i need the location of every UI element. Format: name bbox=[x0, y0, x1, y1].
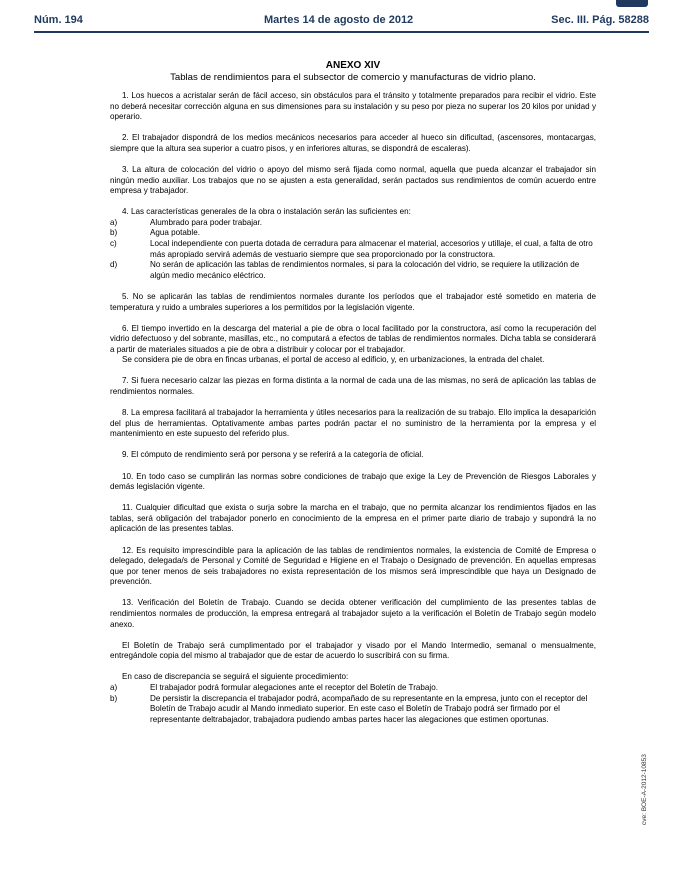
paragraph-12: 12. Es requisito imprescindible para la aplicación de las tablas de rendimientos normales, la existencia de Comité de Empresa o delegado, delegada/s de Personal y Comité de Seguridad e Higiene en el Trabajo o Designado de prevención. En aquellas empresas que por tener menos de seis trabajadores no exista representación de los mismos será imprescindible que haya un Designado de prevención. bbox=[110, 545, 596, 587]
document-verification-code: cve: BOE-A-2012-10853 bbox=[641, 754, 648, 825]
paragraph-9: 9. El cómputo de rendimiento será por persona y se referirá a la categoría de oficial. bbox=[122, 450, 424, 460]
issue-date: Martes 14 de agosto de 2012 bbox=[264, 14, 414, 26]
paragraph-15-intro: En caso de discrepancia se seguirá el siguiente procedimiento: bbox=[122, 672, 349, 682]
list-item bbox=[110, 218, 596, 229]
page-header bbox=[34, 12, 649, 28]
paragraph-2: 2. El trabajador dispondrá de los medios mecánicos necesarios para acceder al hueco sin dificultad, (ascensores, montacargas, siempre que la altura sea superior a cuatro pisos, y en inferiores alturas, se dispondrá de escaleras). bbox=[110, 133, 596, 153]
paragraph-4-intro: 4. Las características generales de la obra o instalación serán las suficientes en: bbox=[122, 207, 411, 217]
paragraph-1: 1. Los huecos a acristalar serán de fácil acceso, sin obstáculos para el tránsito y totalmente preparados para recibir el vidrio. Este no deberá necesitar corrección alguna en sus dimensiones para su instalación y su peso por pieza no superar los 20 kilos por unidad y operario. bbox=[110, 91, 596, 122]
list-item-text: El trabajador podrá formular alegaciones ante el receptor del Boletín de Trabajo. bbox=[150, 682, 438, 692]
annex-subtitle: Tablas de rendimientos para el subsector de comercio y manufacturas de vidrio plano. bbox=[170, 72, 536, 83]
paragraph-13: 13. Verificación del Boletín de Trabajo. Cuando se decida obtener verificación del cumplimiento de las presentes tablas de rendimientos normales de producción, la empresa entregará al trabajador sujeto a la verificación el Boletín de Trabajo según modelo anexo. bbox=[110, 598, 596, 629]
list-item-letter: b) bbox=[110, 228, 118, 238]
list-item-letter: b) bbox=[110, 693, 118, 703]
paragraph-8: 8. La empresa facilitará al trabajador la herramienta y útiles necesarios para la realización de su trabajo. Ello implica la desaparición del plus de herramientas. Optativamente ambas partes podrán pactar el no suministro de la herramienta por la empresa y el mantenimiento en este supuesto del referido plus. bbox=[110, 408, 596, 439]
paragraph-5: 5. No se aplicarán las tablas de rendimientos normales durante los períodos que el trabajador esté sometido en materia de temperatura y ruido a umbrales superiores a los permitidos por la legislación vigente. bbox=[110, 291, 596, 312]
boe-logo-fragment bbox=[616, 0, 648, 7]
list-item-letter: c) bbox=[110, 239, 117, 249]
list-item bbox=[110, 260, 596, 281]
paragraph-10: 10. En todo caso se cumplirán las normas sobre condiciones de trabajo que exige la Ley de Prevención de Riesgos Laborales y demás legislación vigente. bbox=[110, 471, 596, 492]
list-item-text: No serán de aplicación las tablas de rendimientos normales, si para la colocación del vidrio, se requiere la utilización de algún medio mecánico eléctrico. bbox=[150, 260, 580, 280]
paragraph-4-list bbox=[110, 218, 596, 282]
paragraph-15-list bbox=[110, 683, 596, 725]
section-page: Sec. III. Pág. 58288 bbox=[551, 14, 649, 26]
list-item bbox=[110, 694, 596, 726]
list-item bbox=[110, 683, 596, 694]
list-item-text: Local independiente con puerta dotada de cerradura para almacenar el material, accesorios y utillaje, el cual, a falta de otro más apropiado servirá además de vestuario siempre que sea proporcionado por la constructora. bbox=[150, 239, 593, 259]
list-item-letter: a) bbox=[110, 217, 118, 227]
list-item-letter: a) bbox=[110, 682, 118, 692]
list-item bbox=[110, 239, 596, 260]
paragraph-6-continuation: Se considera pie de obra en fincas urbanas, el portal de acceso al edificio, y, en urbanizaciones, la entrada del chalet. bbox=[122, 355, 545, 365]
paragraph-14: El Boletín de Trabajo será cumplimentado por el trabajador y visado por el Mando Intermedio, semanal o mensualmente, entregándole copia del mismo al trabajador que de estar de acuerdo lo suscribirá con su firma. bbox=[110, 640, 596, 661]
list-item bbox=[110, 228, 596, 239]
issue-number: Núm. 194 bbox=[34, 14, 83, 26]
list-item-text: De persistir la discrepancia el trabajador podrá, acompañado de su representante en la empresa, junto con el receptor del Boletín de Trabajo acudir al Mando inmediato superior. En este caso el Boletín de Trabajo podrá ser firmado por el representante deltrabajador, trabajadora pudiendo ambas partes hacer las alegaciones que estimen oportunas. bbox=[150, 693, 588, 724]
list-item-text: Alumbrado para poder trabajar. bbox=[150, 217, 263, 227]
list-item-letter: d) bbox=[110, 260, 118, 270]
header-rule bbox=[34, 31, 649, 33]
paragraph-3: 3. La altura de colocación del vidrio o apoyo del mismo será fijada como normal, aquella que pueda alcanzar el trabajador sin ningún medio auxiliar. Los trabajos que no se ajusten a esta generalidad, serán pactados sus rendimientos de común acuerdo entre empresa y trabajador. bbox=[110, 164, 596, 196]
annex-title: ANEXO XIV bbox=[325, 60, 381, 71]
paragraph-11: 11. Cualquier dificultad que exista o surja sobre la marcha en el trabajo, que no permita alcanzar los rendimientos fijados en las tablas, será obligación del trabajador ponerlo en conocimiento de la empresa en el primer parte diario de trabajo y supondrá la no aplicación de las presentes tablas. bbox=[110, 503, 596, 534]
document-body bbox=[110, 60, 596, 736]
paragraph-6: 6. El tiempo invertido en la descarga del material a pie de obra o local facilitado por la constructora, así como la recuperación del vidrio defectuoso y del sobrante, masillas, etc., no computará a efectos de tablas de rendimientos normales. Dicha tabla se considerará a partir de materiales situados a pie de obra a distribuir y colocar por el trabajador. bbox=[110, 323, 596, 354]
list-item-text: Agua potable. bbox=[150, 228, 200, 238]
paragraph-7: 7. Si fuera necesario calzar las piezas en forma distinta a la normal de cada una de las mismas, no será de aplicación las tablas de rendimientos normales. bbox=[110, 376, 596, 397]
